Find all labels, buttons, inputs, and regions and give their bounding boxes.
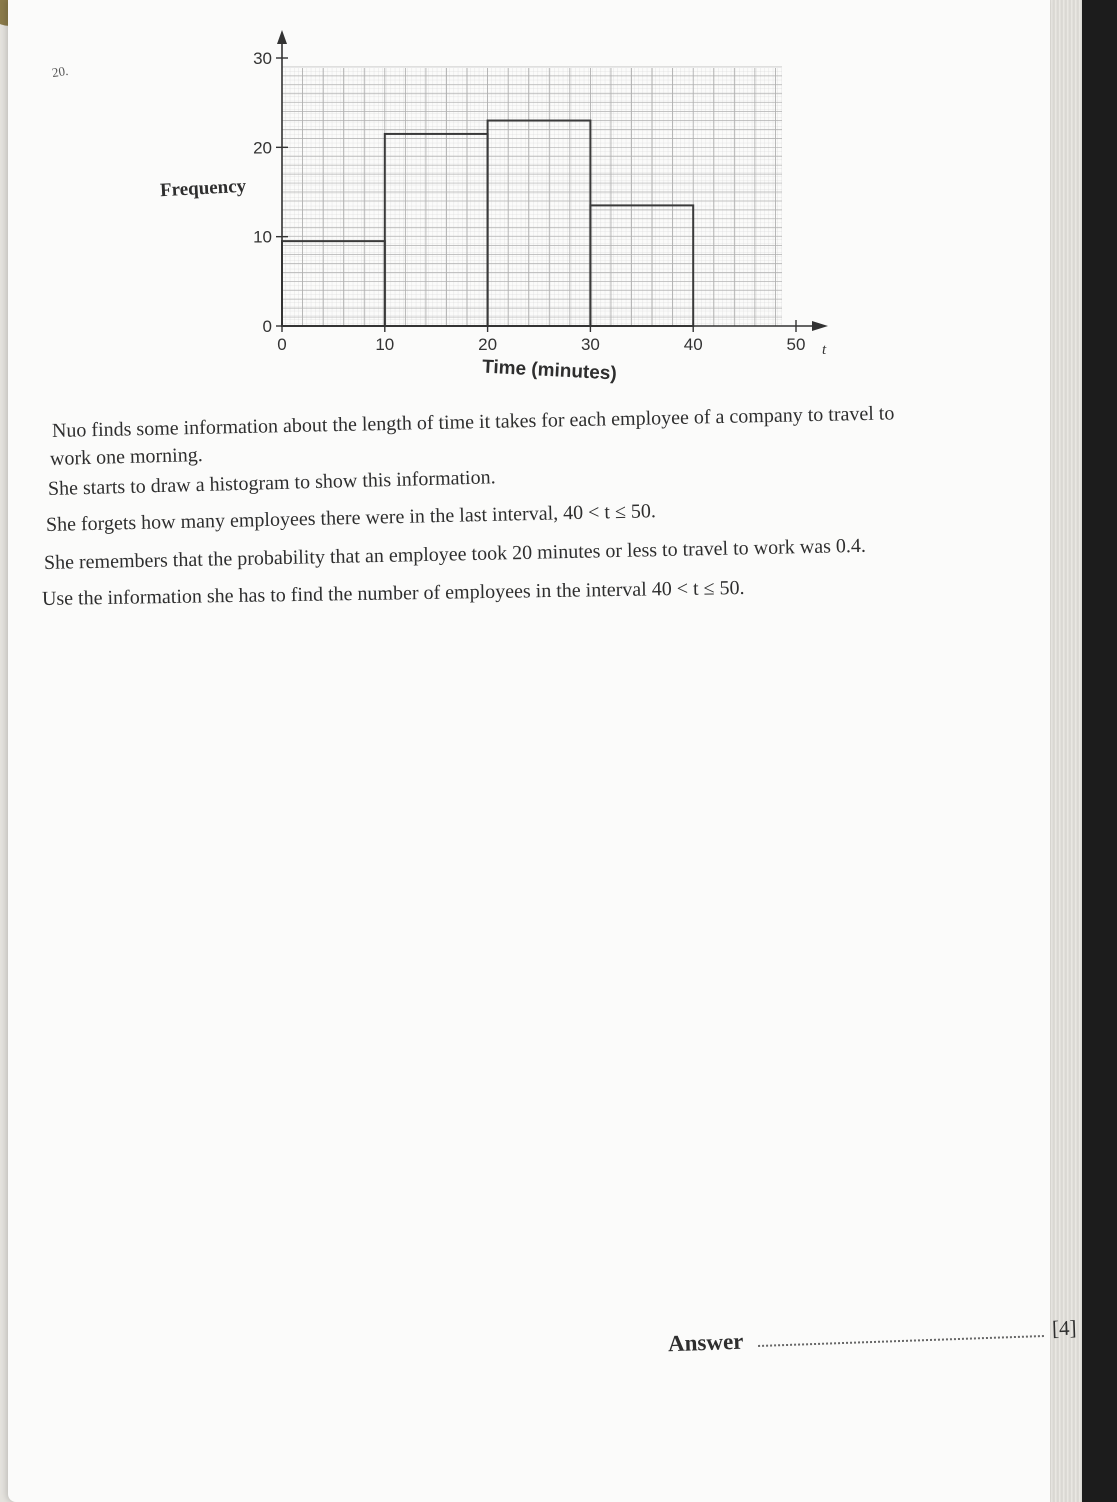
y-tick-label: 10 [253,227,272,247]
question-line-4: She forgets how many employees there were in the last interval, 40 < t ≤ 50. [45,500,657,536]
x-axis-label: Time (minutes) [481,356,618,385]
question-line-2: work one morning. [49,444,203,470]
question-line-6: Use the information she has to find the number of employees in the interval 40 < t ≤ 50. [41,576,745,610]
x-tick-label: 30 [580,335,600,354]
marks-allocation: [4] [1051,1315,1077,1341]
y-tick-label: 0 [262,317,272,336]
x-axis-variable: t [822,342,827,358]
chart-grid [282,67,782,326]
x-tick-label: 50 [786,335,806,354]
y-tick-label: 20 [253,138,272,158]
x-tick-label: 20 [478,335,498,354]
grid-minor [282,68,782,326]
x-axis-arrow [812,321,828,331]
question-line-5: She remembers that the probability that an employee took 20 minutes or less to travel to work was 0.4. [43,534,867,574]
histogram-chart [0,0,1117,420]
x-tick-label: 40 [683,335,703,354]
question-line-1: Nuo finds some information about the length of time it takes for each employee of a company to travel to [51,402,895,442]
y-tick-label: 30 [253,49,272,68]
y-axis-arrow [277,30,287,44]
x-tick-label: 10 [375,335,395,354]
x-tick-label: 0 [277,335,287,354]
answer-label: Answer [667,1328,744,1357]
question-line-3: She starts to draw a histogram to show this information. [47,466,496,500]
question-number: 20. [50,62,70,81]
y-axis-label: Frequency [159,175,247,202]
